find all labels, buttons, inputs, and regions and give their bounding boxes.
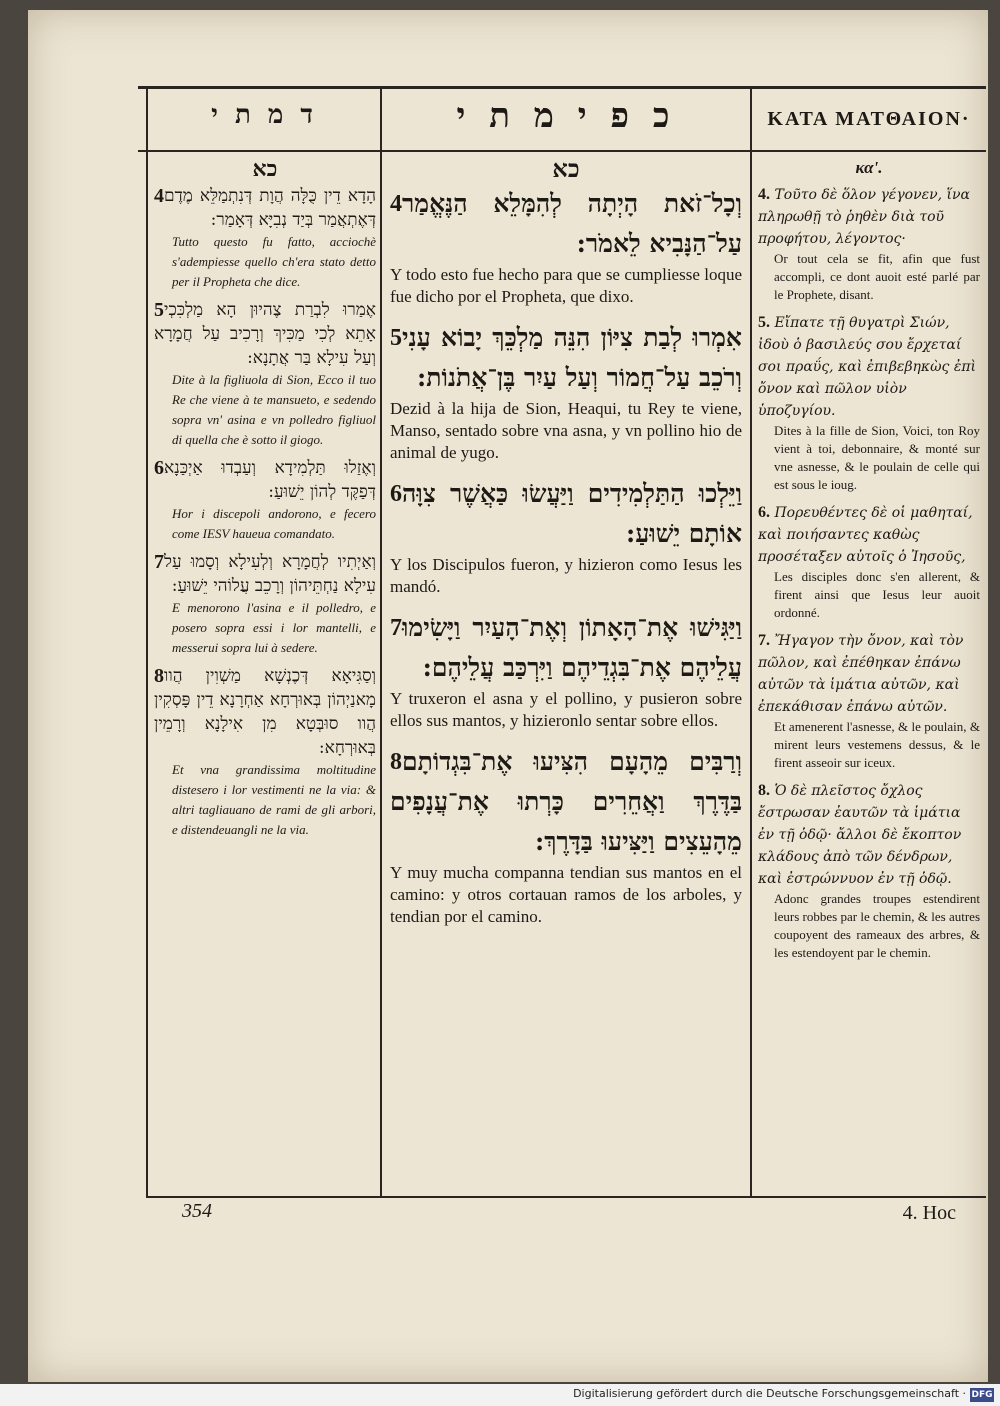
aramaic-verse-text <box>154 550 376 598</box>
hebrew-verse-text <box>390 184 742 264</box>
verse-number: 7. <box>758 632 770 649</box>
greek-column <box>758 158 980 970</box>
hebrew-verse <box>390 742 742 928</box>
hebrew-text: וְכָל־זֹאת הָיְתָה לְהִמָּלֵא הַנֶּאֱמַר עַל־הַנָּבִיא לֵאמֹר: <box>402 189 742 258</box>
aramaic-verse <box>154 298 376 450</box>
greek-text: Ὁ δὲ πλεῖστος ὄχλος ἔστρωσαν ἑαυτῶν τὰ ἱμάτια ἐν τῇ ὁδῷ· ἄλλοι δὲ ἔκοπτον κλάδους ἀπὸ τῶν δένδρων, καὶ ἐστρώννυον ἐν τῇ ὁδῷ. <box>758 783 962 887</box>
verse-number: 8. <box>758 782 770 799</box>
hebrew-verse-text <box>390 742 742 862</box>
hebrew-verse-text <box>390 474 742 554</box>
hebrew-verse-text <box>390 318 742 398</box>
hebrew-verse <box>390 318 742 464</box>
spanish-translation: Y truxeron el asna y el pollino, y pusieron sobre ellos sus mantos, y hizieronlo sentar sobre ellos. <box>390 689 742 730</box>
aramaic-verse <box>154 184 376 292</box>
hebrew-text: אִמְרוּ לְבַת צִיּוֹן הִנֵּה מַלְכֵּךְ יָבוֹא עָנִי וְרֹכֵב עַל־חֲמוֹר וְעַל עַיִר בֶּן־אֲתֹנוֹת: <box>402 323 742 392</box>
italian-translation: Hor i discepoli andorono, e fecero come IESV haueua comandato. <box>172 506 376 541</box>
column-rule-left <box>146 88 148 1198</box>
aramaic-text: וְאֶזַלוּ תַּלְמִידָא וְעַבְדוּ אַיְכַּנָא דְּפַקֶּד לְהוֹן יֵשׁוּעַ: <box>164 458 376 502</box>
verse-number: 7 <box>390 615 402 641</box>
italian-translation: Et vna grandissima moltitudine distesero i lor vestimenti ne la via: & altri tagliauano de rami de gli arbori, e distendeuangli ne la via. <box>172 762 376 837</box>
verse-number: 8 <box>154 665 164 687</box>
verse-number: 4 <box>154 185 164 207</box>
aramaic-verse <box>154 664 376 840</box>
verse-number: 6 <box>390 481 402 507</box>
verse-number: 4. <box>758 186 770 203</box>
hebrew-text: וַיֵּלְכוּ הַתַּלְמִידִים וַיַּעֲשׂוּ כַּאֲשֶׁר צִוָּה אוֹתָם יֵשׁוּעַ: <box>402 479 742 548</box>
verse-number: 5 <box>154 299 164 321</box>
aramaic-verse-text <box>154 298 376 370</box>
hebrew-text: וְרַבִּים מֵהָעָם הִצִּיעוּ אֶת־בִּגְדוֹתָם בַּדֶּרֶךְ וַאֲחֵרִים כָּרְתוּ אֶת־עֲנָפִים מֵהָעֵצִים וַיַּצִּיעוּ בַּדָּרֶךְ: <box>390 747 742 856</box>
book-page <box>28 10 988 1382</box>
italian-translation: Dite à la figliuola di Sion, Ecco il tuo Re che viene à te mansueto, e sedendo sopra vn' asina e vn polledro figliuol di quella che è sotto il giogo. <box>172 372 376 447</box>
spanish-translation: Y muy mucha companna tendian sus mantos en el camino: y otros cortauan ramos de los arboles, y tendian por el camino. <box>390 863 742 926</box>
hebrew-verse <box>390 608 742 732</box>
greek-text: Πορευθέντες δὲ οἱ μαθηταί, καὶ ποιήσαντες καθὼς προσέταξεν αὐτοῖς ὁ Ἰησοῦς, <box>758 505 973 565</box>
header-greek: ΚΑΤΑ ΜΑΤΘΑΙΟΝ· <box>767 108 971 130</box>
aramaic-verse-text <box>154 184 376 232</box>
french-translation: Adonc grandes troupes estendirent leurs robbes par le chemin, & les autres coupoyent des rameaux des arbres, & les estendoyent par le chemin. <box>774 891 980 960</box>
greek-verse-text <box>758 502 980 568</box>
greek-verse-text <box>758 312 980 422</box>
verse-number: 5 <box>390 325 402 351</box>
greek-verse <box>758 184 980 304</box>
greek-text: Τοῦτο δὲ ὅλον γέγονεν, ἵνα πληρωθῇ τὸ ῥηθὲν διὰ τοῦ προφήτου, λέγοντος· <box>758 187 971 247</box>
bottom-rule <box>146 1196 986 1198</box>
aramaic-verse-text <box>154 664 376 760</box>
chapter-number-greek: κα'. <box>855 158 883 177</box>
chapter-number-hebrew: כא <box>552 154 580 183</box>
hebrew-column <box>390 154 742 938</box>
verse-number: 6. <box>758 504 770 521</box>
aramaic-text: אֶמַרוּ לִבְרַת צֶהיוּן הָא מַלְכִּכְי אָתֵא לְכִי מַכִּיךְ וְרָכִיב עַל חֲמָרָא וְעַל עִילָא בַּר אֲתָנָא: <box>154 300 376 368</box>
french-translation: Et amenerent l'asnesse, & le poulain, & mirent leurs vestemens dessus, & le firent asseoir sur iceux. <box>774 719 980 770</box>
dfg-logo: DFG <box>971 1390 993 1400</box>
hebrew-verse <box>390 474 742 598</box>
aramaic-verse-text <box>154 456 376 504</box>
hebrew-verse-text <box>390 608 742 688</box>
header-aramaic: ד מ ת י <box>211 100 317 130</box>
verse-number: 4 <box>390 191 402 217</box>
page-number: 354 <box>182 1200 212 1222</box>
digitization-note: Digitalisierung gefördert durch die Deutsche Forschungsgemeinschaft · <box>573 1387 966 1400</box>
digitization-bar <box>0 1384 1000 1406</box>
column-rule-right <box>750 88 752 1198</box>
aramaic-text: הָדָא דֵין כֻּלָּה הֲוָת דְּנִתְמַלֵּא מֶדֶם דְּאֶתְאֲמַר בְּיַד נְבִיָּא דְּאָמַר: <box>164 186 376 230</box>
greek-verse <box>758 502 980 622</box>
greek-verse <box>758 630 980 772</box>
header-hebrew: כ פ י מ ת י <box>456 96 676 136</box>
header-rule <box>138 150 986 152</box>
spanish-translation: Y todo esto fue hecho para que se cumpliesse loque fue dicho por el Propheta, que dixo. <box>390 265 742 306</box>
greek-verse <box>758 312 980 494</box>
greek-verse-text <box>758 780 980 890</box>
french-translation: Or tout cela se fit, afin que fust accompli, ce dont auoit esté parlé par le Prophete, disant. <box>774 251 980 302</box>
top-rule <box>138 86 986 89</box>
french-translation: Les disciples donc s'en allerent, & firent ainsi que Iesus leur auoit ordonné. <box>774 569 980 620</box>
hebrew-verse <box>390 184 742 308</box>
greek-verse-text <box>758 184 980 250</box>
greek-text: Ἤγαγον τὴν ὄνον, καὶ τὸν πῶλον, καὶ ἐπέθηκαν ἐπάνω αὐτῶν τὰ ἱμάτια αὐτῶν, καὶ ἐπεκάθισαν ἐπάνω αὐτῶν. <box>758 633 964 715</box>
aramaic-text: וְאַיְתִיו לְחֲמָרָא וְלְעִילָא וְסָמוּ עַל עִילָא נַחְתֵּיהוֹן וְרָכֵב עֲלוֹהי יֵשׁוּעַ: <box>164 552 376 596</box>
greek-text: Εἴπατε τῇ θυγατρὶ Σιών, ἰδοὺ ὁ βασιλεύς σου ἔρχεταί σοι πραΰς, καὶ ἐπιβεβηκὼς ἐπὶ ὄνον καὶ πῶλον υἱὸν ὑποζυγίου. <box>758 315 977 419</box>
verse-number: 5. <box>758 314 770 331</box>
column-rule-middle <box>380 88 382 1198</box>
aramaic-text: וְסַגִּיאָא דְּכֶנְשָׁא מַשְׁוִין הֲוו מָאנַיְהוֹן בְּאוּרְחָא אַחְרָנָא דֵין פָּסְקִין הֲוו סוּבְּטָא מִן אִילָנָא וְרָמֵין בְּאוּרְחָא: <box>154 666 376 758</box>
aramaic-verse <box>154 550 376 658</box>
catchword: 4. Hoc <box>902 1202 956 1224</box>
aramaic-column <box>154 156 376 846</box>
greek-verse-text <box>758 630 980 718</box>
italian-translation: E menorono l'asina e il polledro, e posero sopra essi i lor mantelli, e messerui sopra lui à sedere. <box>172 600 376 655</box>
hebrew-text: וַיַּגִּישׁוּ אֶת־הָאָתוֹן וְאֶת־הָעַיִר וַיָּשִׂימוּ עֲלֵיהֶם אֶת־בִּגְדֵיהֶם וַיִּרְכַּב עֲלֵיהֶם: <box>402 613 742 682</box>
greek-verse <box>758 780 980 962</box>
spanish-translation: Y los Discipulos fueron, y hizieron como Iesus les mandó. <box>390 555 742 596</box>
italian-translation: Tutto questo fu fatto, acciochè s'adempiesse quello ch'era stato detto per il Propheta che dice. <box>172 234 376 289</box>
aramaic-verse <box>154 456 376 544</box>
verse-number: 6 <box>154 457 164 479</box>
verse-number: 7 <box>154 551 164 573</box>
french-translation: Dites à la fille de Sion, Voici, ton Roy vient à toi, debonnaire, & monté sur vne asnesse, & le poulain de celle qui est sous le ioug. <box>774 423 980 492</box>
chapter-number-aramaic: כא <box>252 156 278 182</box>
spanish-translation: Dezid à la hija de Sion, Heaqui, tu Rey te viene, Manso, sentado sobre vna asna, y vn pollino hio de animal de yugo. <box>390 399 742 462</box>
verse-number: 8 <box>390 749 402 775</box>
